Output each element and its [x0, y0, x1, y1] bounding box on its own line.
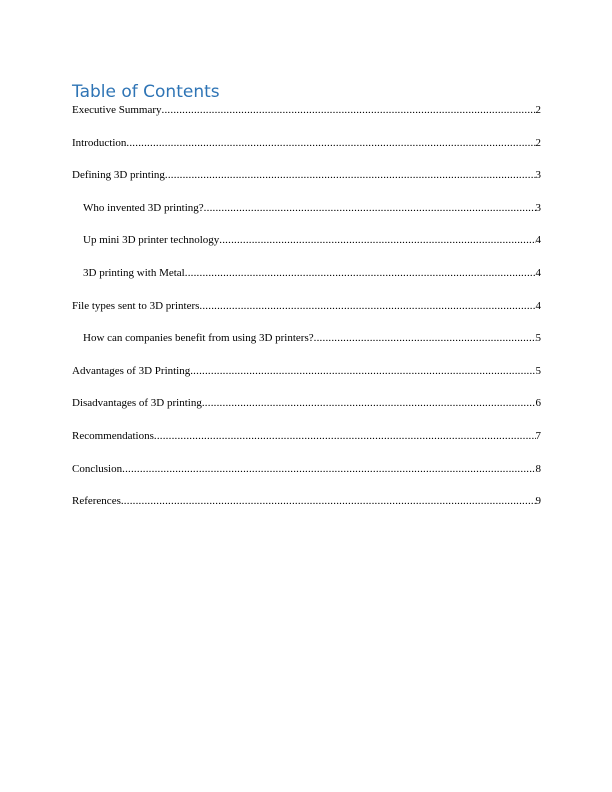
toc-entry-introduction[interactable] — [72, 134, 541, 167]
toc-entry-title: Executive Summary — [72, 104, 162, 116]
toc-entry-title: Disadvantages of 3D printing — [72, 397, 202, 410]
dot-leader — [204, 200, 536, 216]
dot-leader — [165, 167, 536, 183]
dot-leader — [314, 330, 536, 346]
toc-entry-conclusion[interactable] — [72, 460, 541, 493]
toc-entry-file-types[interactable] — [72, 297, 541, 330]
dot-leader — [199, 298, 535, 314]
toc-entry-advantages[interactable] — [72, 362, 541, 395]
toc-entry-page-number: 2 — [535, 136, 541, 149]
dot-leader — [190, 363, 535, 379]
toc-entry-up-mini-3d-printer-technology[interactable] — [72, 231, 541, 264]
dot-leader — [126, 135, 535, 151]
dot-leader — [121, 493, 536, 509]
toc-entry-3d-printing-with-metal[interactable] — [72, 264, 541, 297]
toc-entry-title: Introduction — [72, 136, 127, 149]
toc-entry-title: Up mini 3D printer technology — [83, 234, 220, 247]
toc-entry-title: Who invented 3D printing? — [83, 201, 204, 214]
dot-leader — [202, 395, 536, 411]
toc-entry-page-number: 4 — [535, 266, 541, 279]
toc-entry-title: References — [72, 495, 121, 508]
toc-entry-page-number: 2 — [535, 104, 541, 116]
dot-leader — [162, 102, 536, 118]
toc-entry-companies-benefit[interactable] — [72, 329, 541, 362]
toc-heading: Table of Contents — [72, 82, 220, 102]
toc-entry-page-number: 9 — [535, 495, 541, 508]
toc-entry-title: Advantages of 3D Printing — [72, 364, 191, 377]
toc-entry-page-number: 8 — [535, 462, 541, 475]
toc-entry-references[interactable] — [72, 492, 541, 525]
dot-leader — [219, 232, 535, 248]
toc-entry-title: Defining 3D printing — [72, 169, 165, 182]
toc-entry-defining-3d-printing[interactable] — [72, 166, 541, 199]
toc-entry-title: How can companies benefit from using 3D printers? — [83, 332, 314, 345]
toc-entry-page-number: 6 — [535, 397, 541, 410]
dot-leader — [185, 265, 536, 281]
toc-entry-title: 3D printing with Metal — [83, 266, 185, 279]
dot-leader — [154, 428, 536, 444]
toc-entry-page-number: 5 — [535, 332, 541, 345]
toc-entry-executive-summary[interactable] — [72, 101, 541, 134]
toc-entry-page-number: 3 — [535, 201, 541, 214]
toc-entry-disadvantages[interactable] — [72, 394, 541, 427]
toc-entry-title: Recommendations — [72, 429, 154, 442]
toc-entry-page-number: 3 — [535, 169, 541, 182]
toc-list — [72, 101, 541, 525]
toc-entry-page-number: 5 — [535, 364, 541, 377]
toc-entry-page-number: 4 — [535, 234, 541, 247]
toc-entry-who-invented-3d-printing[interactable] — [72, 199, 541, 232]
toc-entry-page-number: 7 — [535, 429, 541, 442]
dot-leader — [122, 461, 535, 477]
toc-entry-page-number: 4 — [535, 299, 541, 312]
toc-entry-recommendations[interactable] — [72, 427, 541, 460]
toc-entry-title: File types sent to 3D printers — [72, 299, 200, 312]
toc-entry-title: Conclusion — [72, 462, 123, 475]
